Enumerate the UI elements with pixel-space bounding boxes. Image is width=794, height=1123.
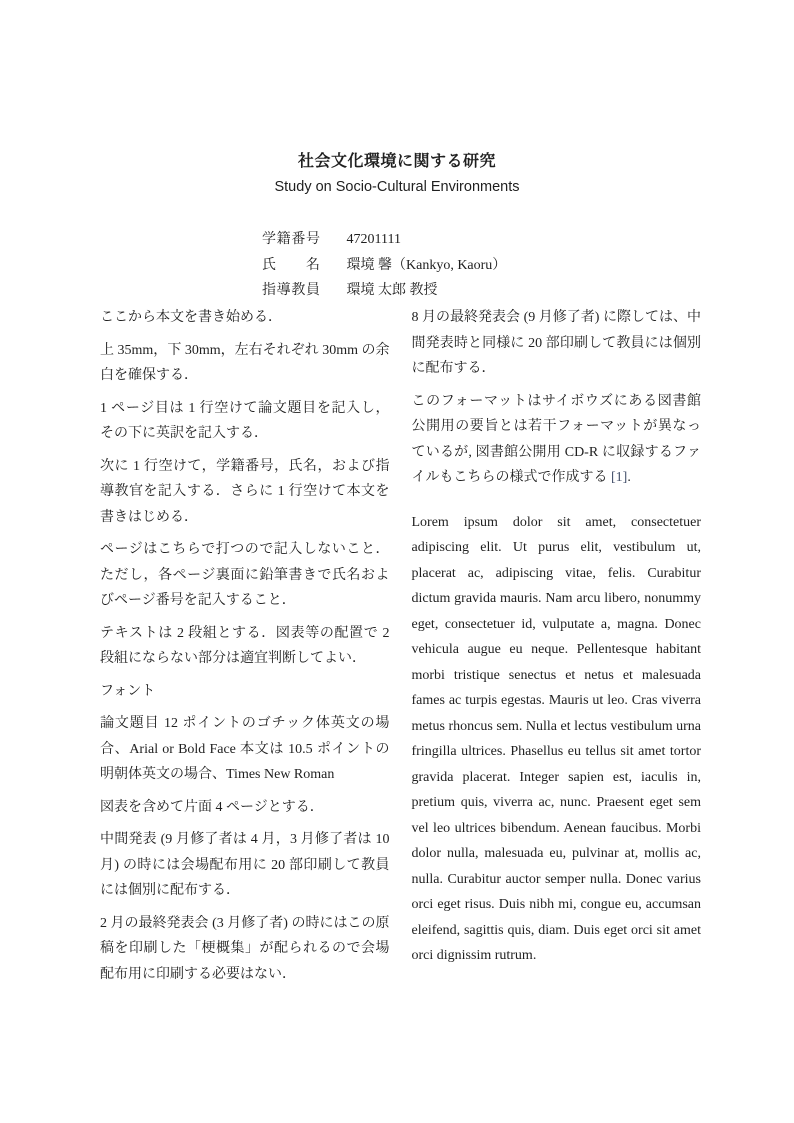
paragraph: フォント <box>100 683 156 699</box>
advisor-value: 環境 太郎 教授 <box>346 283 438 298</box>
student-name-value: 環境 馨（Kankyo, Kaoru） <box>346 257 507 273</box>
advisor-label: 指導教員 <box>262 283 320 298</box>
advisor-row <box>262 278 506 304</box>
student-id-label: 学籍番号 <box>262 232 320 247</box>
thesis-title-japanese: 社会文化環境に関する研究 <box>297 153 496 170</box>
paragraph: ページはこちらで打つので記入しないこと．ただし，各ページ裏面に鉛筆書きで氏名およびページ番号を記入すること． <box>100 542 390 608</box>
paragraph: Lorem ipsum dolor sit amet, consectetuer adipiscing elit. Ut purus elit, vestibulum ut, placerat ac, adipiscing vitae, felis. Curabitur dictum gravida mauris. Nam arcu libero, nonummy eget, consectetuer id, vulputate a, magna. Donec vehicula augue eu neque. Pellentesque habitant morbi tristique senectus et netus et malesuada fames ac turpis egestas. Mauris ut leo. Cras viverra metus rhoncus sem. Nulla et lectus vestibulum urna fringilla ultrices. Phasellus eu tellus sit amet tortor gravida placerat. Integer sapien est, iaculis in, pretium quis, viverra ac, nunc. Praesent eget sem vel leo ultrices bibendum. Aenean faucibus. Morbi dolor nulla, malesuada eu, pulvinar at, mollis ac, nulla. Curabitur auctor semper nulla. Donec varius orci eget risus. Duis nibh mi, congue eu, accumsan eleifend, sagittis quis, diam. Duis eget orci sit amet orci dignissim rutrum. <box>411 514 701 963</box>
paragraph: 上 35mm，下 30mm，左右それぞれ 30mm の余白を確保する． <box>100 342 390 383</box>
paragraph: テキストは 2 段組とする．図表等の配置で 2 段組にならない部分は適宜判断してよい． <box>100 625 390 666</box>
paragraph: ここから本文を書き始める． <box>100 310 282 325</box>
right-column <box>412 305 702 994</box>
paragraph: 2 月の最終発表会 (3 月修了者) の時にはこの原稿を印刷した「梗概集」が配られるので会場配布用に印刷する必要はない． <box>100 915 390 982</box>
student-id-value: 47201111 <box>346 232 401 247</box>
paragraph: 論文題目 12 ポイントのゴチック体英文の場合、Arial or Bold Face 本文は 10.5 ポイントの明朝体英文の場合、Times New Roman <box>100 716 390 782</box>
student-info-block <box>262 227 506 304</box>
paragraph: このフォーマットはサイボウズにある図書館公開用の要旨とは若干フォーマットが異なっているが, 図書館公開用 CD-R に収録するファイルもこちらの様式で作成する [1]. <box>411 393 701 485</box>
paragraph: 1 ページ目は 1 行空けて論文題目を記入し，その下に英訳を記入する． <box>100 400 390 441</box>
student-name-label: 氏 名 <box>262 257 320 273</box>
thesis-title-english: Study on Socio-Cultural Environments <box>274 179 520 195</box>
paragraph: 8 月の最終発表会 (9 月修了者) に際しては、中間発表時と同様に 20 部印刷して教員には個別に配布する． <box>411 310 701 376</box>
paragraph: 中間発表 (9 月修了者は 4 月，3 月修了者は 10 月) の時には会場配布用に 20 部印刷して教員には個別に配布する． <box>100 832 390 898</box>
student-id-row <box>262 227 506 253</box>
paragraph: 次に 1 行空けて，学籍番号，氏名，および指導教官を記入する．さらに 1 行空けて本文を書きはじめる． <box>100 458 390 525</box>
student-name-row <box>262 253 506 279</box>
citation-ref[interactable]: [1] <box>611 470 628 485</box>
left-column <box>100 305 390 994</box>
two-column-body <box>100 305 701 994</box>
paragraph: 図表を含めて片面 4 ページとする． <box>100 799 324 815</box>
